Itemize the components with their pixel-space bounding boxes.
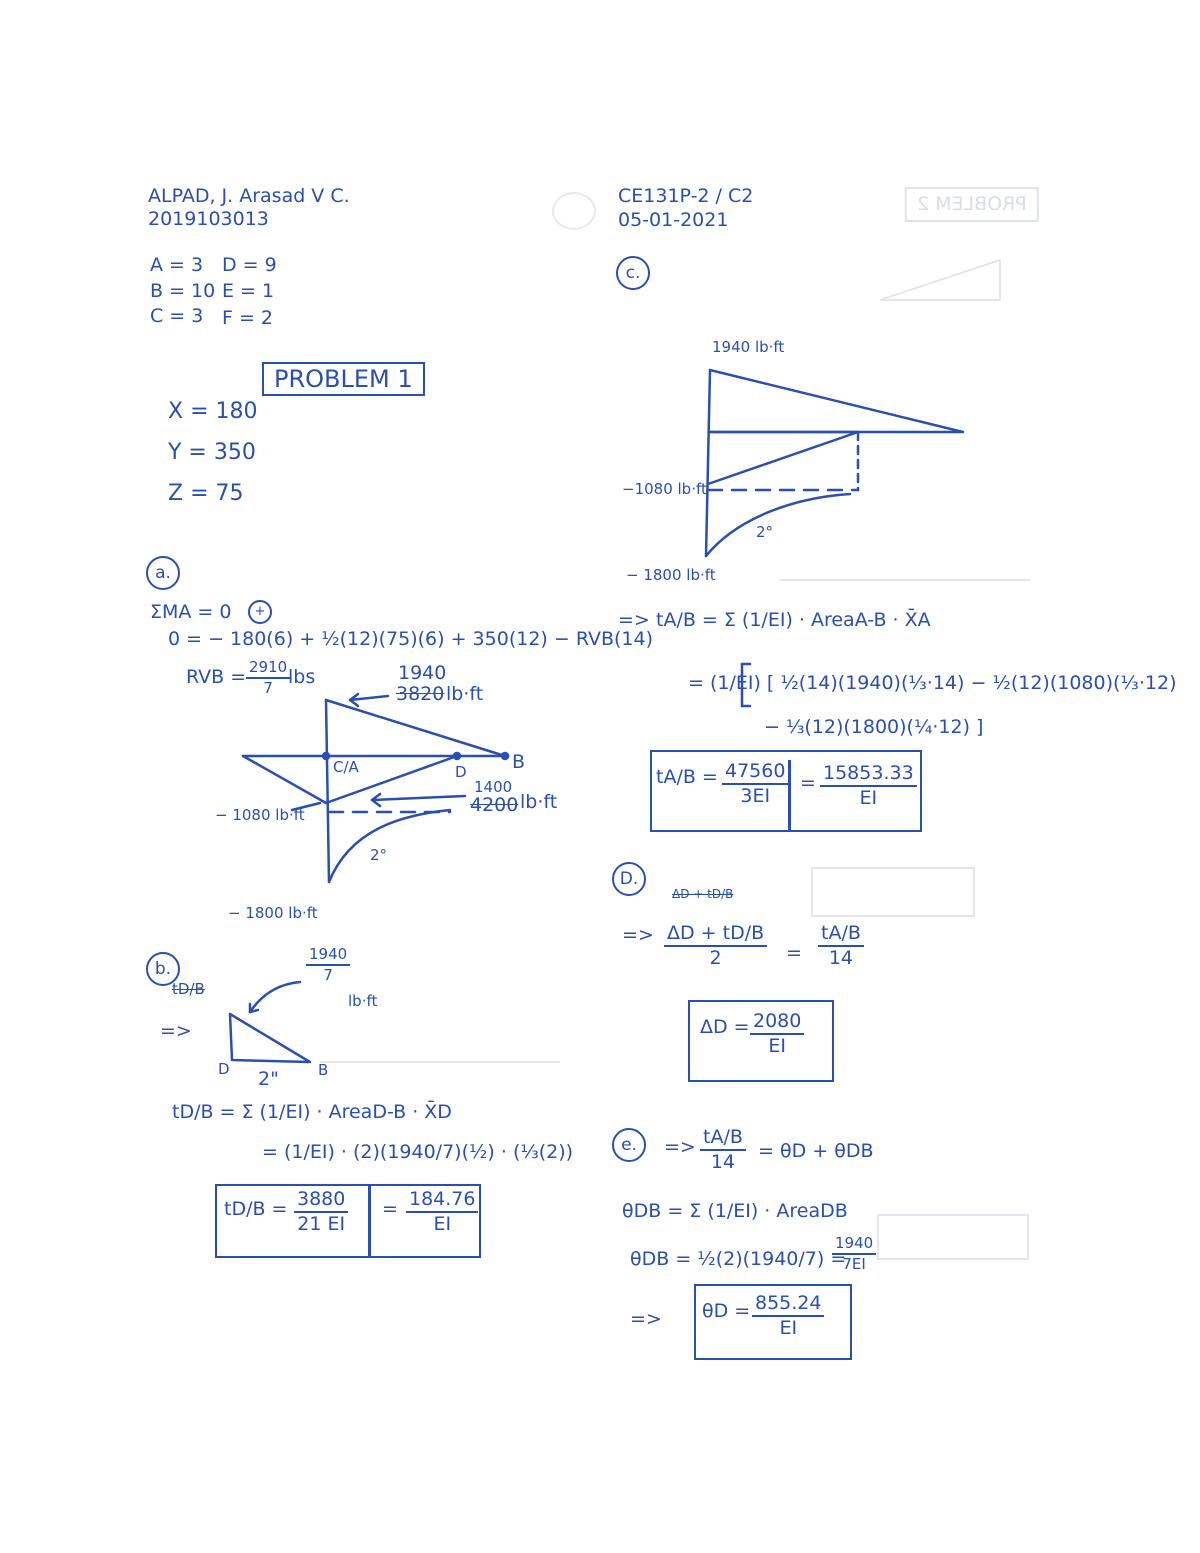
diagram-a-label-b: B (512, 751, 526, 773)
part-d-arrow: => (622, 924, 654, 946)
load-y: Y = 350 (168, 440, 256, 465)
part-a-label: a. (146, 556, 180, 590)
diagram-a-node-c (323, 753, 329, 759)
diagram-a-arrow-left (292, 803, 320, 810)
param-e: E = 1 (222, 280, 275, 302)
part-d-lhs-den: 2 (709, 947, 722, 969)
part-b-label: b. (146, 952, 180, 986)
part-b-length: 2" (258, 1068, 279, 1090)
part-b-result-eq: = (382, 1198, 398, 1220)
ghost-marks (320, 260, 1030, 1259)
part-d-scribble: ΔD + tD/B (672, 887, 734, 901)
ghost-box-2 (878, 1215, 1028, 1259)
reaction-denominator: 7 (263, 679, 273, 697)
part-d-label: D. (612, 862, 646, 896)
part-c-result-lhs: tA/B = (656, 766, 718, 788)
part-c-tab-line3: − ⅓(12)(1800)(¼·12) ] (764, 716, 984, 738)
part-e-eq3-num: 1940 (832, 1236, 876, 1255)
part-c-label: c. (616, 256, 650, 290)
part-d-rhs-den: 14 (828, 947, 854, 969)
diagram-c-top-triangle (710, 370, 963, 432)
part-c-value-num: 15853.33 (820, 764, 917, 787)
part-c-value-den: EI (859, 787, 878, 809)
diagram-a-node-b (502, 753, 508, 759)
diagram-a-mid-crossed: 4200 (470, 794, 519, 816)
diagram-a-top-triangle (326, 700, 505, 756)
ghost-box-1 (812, 868, 974, 916)
part-e-arrow2: => (630, 1308, 662, 1330)
diagram-a-left-value: − 1080 lb·ft (215, 806, 305, 824)
diagram-a-label-d: D (455, 763, 467, 781)
diagram-b (230, 982, 310, 1062)
diagram-c-vertical (706, 370, 710, 556)
diagram-a (243, 694, 508, 882)
part-d-lhs-num: ΔD + tD/B (664, 924, 767, 947)
param-d: D = 9 (222, 254, 277, 276)
part-c-tab-line1: tA/B = Σ (1/EI) · AreaA-B · X̄A (656, 609, 931, 631)
param-a: A = 3 (150, 254, 204, 276)
part-e-eq3-den: 7EI (842, 1255, 866, 1273)
part-d-result-den: EI (768, 1035, 786, 1057)
diagram-a-degree: 2° (370, 846, 388, 864)
diagram-a-node-d (454, 753, 460, 759)
part-d-rhs-num: tA/B (818, 924, 864, 947)
part-b-value-num: 184.76 (406, 1190, 478, 1213)
part-e-eq1-rhs: = θD + θDB (758, 1140, 874, 1162)
part-e-eq1-den: 14 (710, 1151, 736, 1173)
reaction-label: RVB = (186, 666, 247, 688)
part-b-tdb-line1: tD/B = Σ (1/EI) · AreaD-B · X̄D (172, 1101, 452, 1123)
diagram-c-negative-line (708, 432, 858, 484)
diagram-c (706, 370, 963, 556)
part-b-tdb-line2: = (1/EI) · (2)(1940/7)(½) · (⅓(2)) (262, 1141, 574, 1163)
part-b-top-num: 1940 (306, 947, 350, 966)
diagram-c-parabola (706, 494, 850, 556)
part-e-label: e. (612, 1128, 646, 1162)
counterclockwise-icon: + (248, 600, 272, 624)
part-c-degree: 2° (756, 523, 774, 541)
part-b-top-den: 7 (323, 966, 333, 984)
diagram-b-triangle (230, 1014, 310, 1062)
part-c-bottom-value: − 1800 lb·ft (626, 566, 716, 584)
part-e-eq3-lhs: θDB = ½(2)(1940/7) = (630, 1248, 847, 1270)
moment-equation: 0 = − 180(6) + ½(12)(75)(6) + 350(12) − RVB(14) (168, 628, 654, 650)
load-x: X = 180 (168, 399, 258, 424)
diagram-a-top-corrected: 1940 (398, 662, 447, 684)
part-c-top-value: 1940 lb·ft (712, 338, 785, 356)
diagram-a-top-crossed: 3820 (396, 683, 445, 705)
part-b-label-b: B (318, 1061, 329, 1079)
part-c-result-den: 3EI (740, 785, 771, 807)
param-f: F = 2 (222, 307, 274, 329)
diagram-a-mid-corrected: 1400 (474, 778, 513, 796)
student-id: 2019103013 (148, 208, 269, 230)
part-b-scribble: tD/B (172, 980, 205, 998)
part-c-tab-line2: = (1/EI) [ ½(14)(1940)(⅓·14) − ½(12)(1080)(⅓·12) (688, 672, 1177, 694)
param-c: C = 3 (150, 305, 204, 327)
part-e-result-num: 855.24 (752, 1294, 824, 1317)
student-name: ALPAD, J. Arasad V C. (148, 185, 350, 207)
part-b-arrow: => (160, 1020, 192, 1042)
reaction-unit: lbs (288, 666, 316, 688)
diagram-a-parabola (329, 810, 450, 882)
part-c-result-eq: = (800, 772, 816, 794)
course-code: CE131P-2 / C2 (618, 185, 754, 207)
part-e-eq1-num: tA/B (700, 1128, 746, 1151)
load-z: Z = 75 (168, 481, 244, 506)
part-e-result-den: EI (779, 1317, 798, 1339)
part-c-arrow: => (618, 609, 650, 631)
part-c-result-num: 47560 (722, 762, 788, 785)
part-b-result-lhs: tD/B = (224, 1198, 288, 1220)
part-d-result-lhs: ΔD = (700, 1016, 750, 1038)
part-b-result-den: 21 EI (297, 1213, 346, 1235)
reaction-numerator: 2910 (246, 660, 290, 679)
part-b-result-num: 3880 (294, 1190, 348, 1213)
problem-title: PROBLEM 1 (262, 362, 425, 396)
part-e-arrow: => (664, 1136, 696, 1158)
part-c-left-value: −1080 lb·ft (622, 480, 707, 498)
diagram-a-arrow-mid (372, 796, 465, 800)
diagram-b-arrow (250, 982, 300, 1012)
part-d-result-num: 2080 (750, 1012, 804, 1035)
diagram-a-mid-unit: lb·ft (520, 791, 558, 813)
part-e-result-lhs: θD = (702, 1300, 751, 1322)
ghost-triangle-right (880, 260, 1000, 300)
part-d-eq: = (786, 942, 802, 964)
diagram-a-negative-line (243, 756, 457, 803)
diagram-a-label-ca: C/A (333, 758, 359, 776)
part-b-value-den: EI (433, 1213, 452, 1235)
ghost-problem-box: PROBLEM 2 (905, 187, 1039, 222)
part-b-top-unit: lb·ft (348, 992, 378, 1010)
param-b: B = 10 (150, 280, 216, 302)
part-b-label-d: D (218, 1060, 230, 1078)
part-e-eq2: θDB = Σ (1/EI) · AreaDB (622, 1200, 848, 1222)
diagram-a-top-unit: lb·ft (446, 683, 484, 705)
date: 05-01-2021 (618, 209, 729, 231)
diagram-a-bottom-value: − 1800 lb·ft (228, 904, 318, 922)
moment-equilibrium: ΣMA = 0 (150, 601, 232, 623)
diagram-a-vertical-axis (326, 700, 329, 882)
